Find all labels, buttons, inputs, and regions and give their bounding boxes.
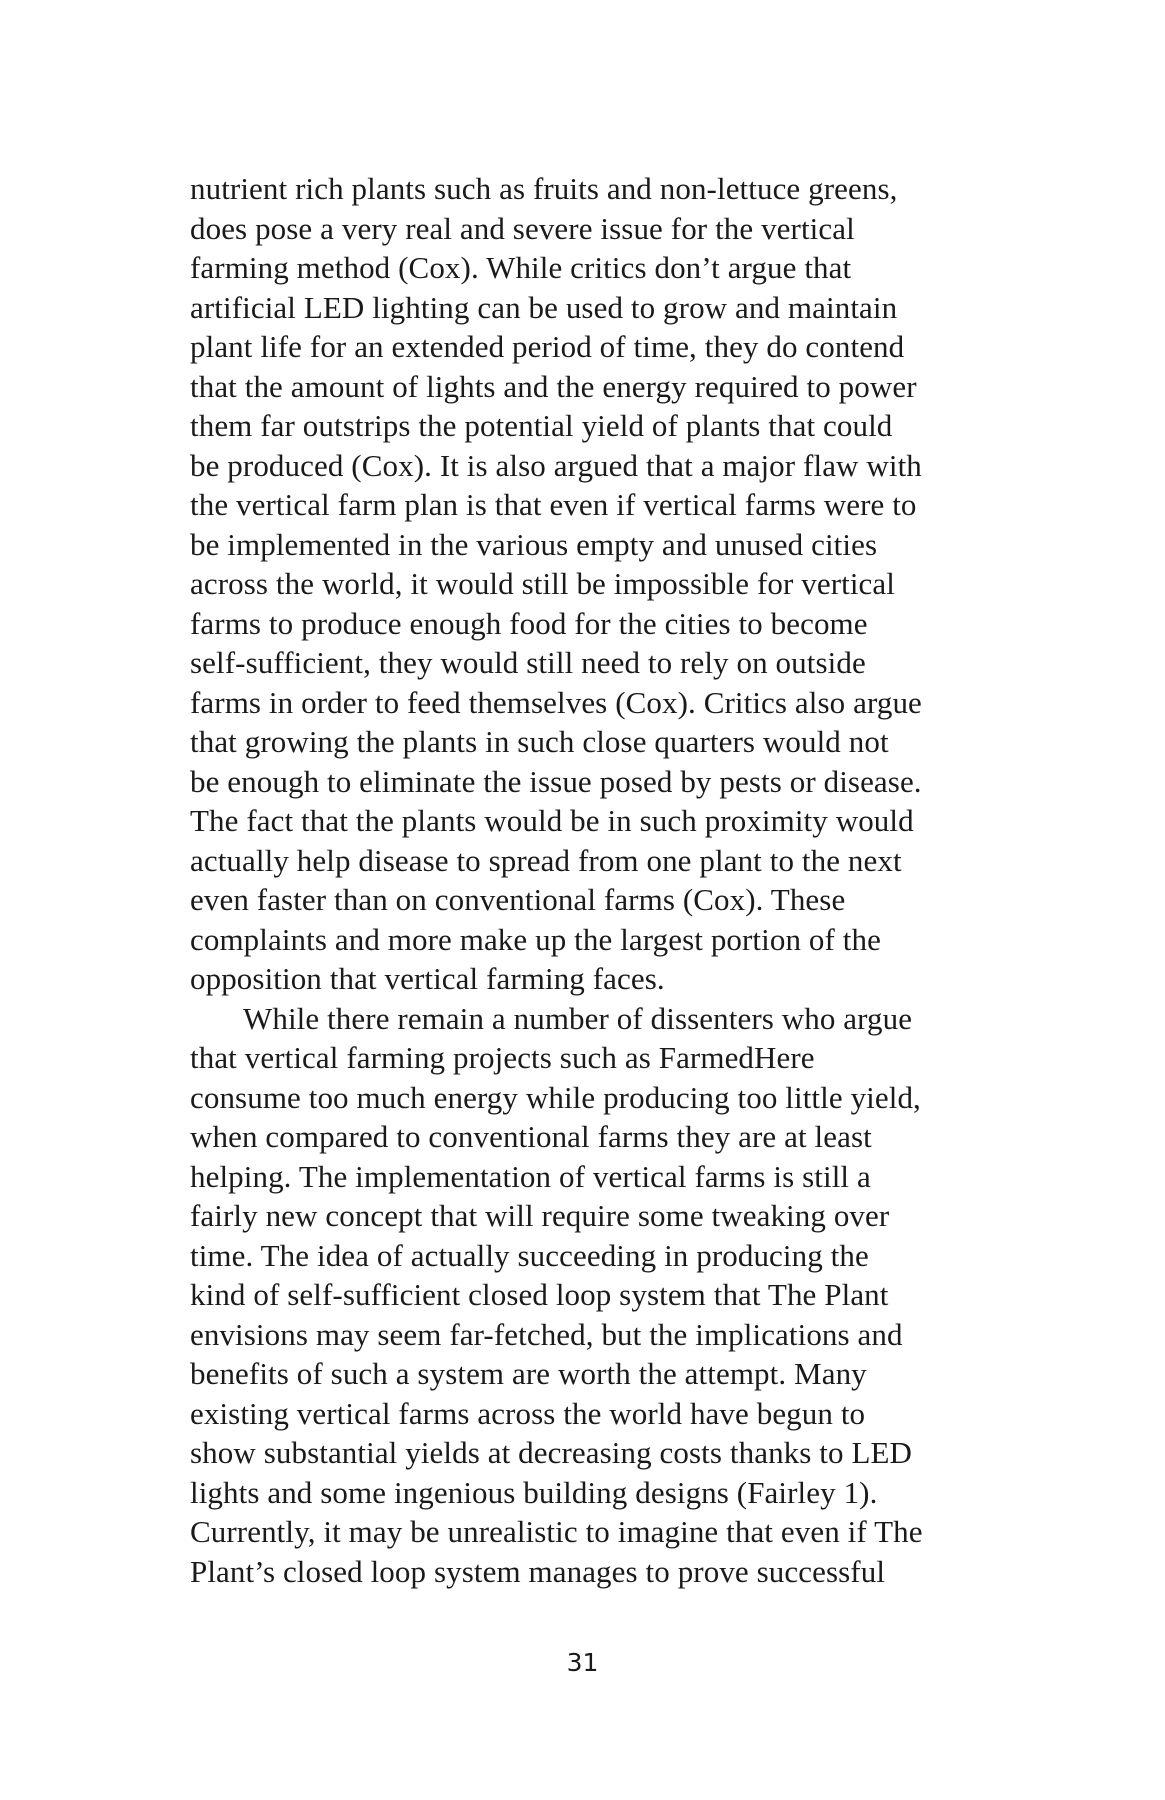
text-line: farms to produce enough food for the cities to become	[190, 605, 868, 641]
text-line: even faster than on conventional farms (Cox). These	[190, 882, 846, 917]
text-line: be enough to eliminate the issue posed by pests or disease.	[190, 763, 922, 799]
text-line: consume too much energy while producing too little yield,	[190, 1079, 921, 1115]
text-line: envisions may seem far-fetched, but the implications and	[190, 1316, 903, 1352]
text-line: plant life for an extended period of time, they do contend	[190, 329, 905, 364]
text-line: across the world, it would still be impossible for vertical	[190, 566, 895, 601]
page-number: 31	[566, 1648, 599, 1677]
text-line: nutrient rich plants such as fruits and non-lettuce greens,	[190, 171, 898, 206]
text-line: self-sufficient, they would still need to rely on outside	[190, 645, 866, 680]
text-line: fairly new concept that will require some tweaking over	[190, 1198, 890, 1233]
text-line: that growing the plants in such close quarters would not	[190, 724, 889, 759]
text-line: Currently, it may be unrealistic to imagine that even if The	[190, 1514, 923, 1549]
text-line: them far outstrips the potential yield of plants that could	[190, 408, 893, 443]
text-line: kind of self-sufficient closed loop system that The Plant	[190, 1277, 889, 1312]
text-line: Plant’s closed loop system manages to prove successful	[190, 1553, 886, 1589]
text-line: that the amount of lights and the energy required to power	[190, 368, 917, 404]
text-line: time. The idea of actually succeeding in producing the	[190, 1237, 869, 1273]
text-line: when compared to conventional farms they are at least	[190, 1119, 872, 1154]
text-line: The fact that the plants would be in such proximity would	[190, 803, 914, 838]
text-line: lights and some ingenious building designs (Fairley 1).	[190, 1474, 878, 1510]
text-line: While there remain a number of dissenters who argue	[243, 1000, 913, 1036]
text-line: complaints and more make up the largest portion of the	[190, 921, 881, 957]
text-line: farming method (Cox). While critics don’t argue that	[190, 250, 852, 285]
paragraph-2	[190, 999, 1010, 1592]
text-line: be implemented in the various empty and unused cities	[190, 526, 878, 562]
text-line: artificial LED lighting can be used to grow and maintain	[190, 289, 898, 325]
text-line: does pose a very real and severe issue for the vertical	[190, 210, 855, 246]
text-line: that vertical farming projects such as FarmedHere	[190, 1040, 815, 1075]
text-line: be produced (Cox). It is also argued that a major flaw with	[190, 447, 922, 483]
text-line: opposition that vertical farming faces.	[190, 961, 665, 996]
text-line: the vertical farm plan is that even if vertical farms were to	[190, 487, 917, 522]
text-line: actually help disease to spread from one plant to the next	[190, 842, 902, 878]
body-text	[190, 169, 1010, 1591]
text-line: farms in order to feed themselves (Cox). Critics also argue	[190, 684, 922, 720]
text-line: existing vertical farms across the world have begun to	[190, 1395, 866, 1431]
text-line: benefits of such a system are worth the attempt. Many	[190, 1356, 867, 1391]
paragraph-1	[190, 169, 1010, 999]
text-line: helping. The implementation of vertical farms is still a	[190, 1158, 871, 1194]
text-line: show substantial yields at decreasing costs thanks to LED	[190, 1435, 913, 1470]
